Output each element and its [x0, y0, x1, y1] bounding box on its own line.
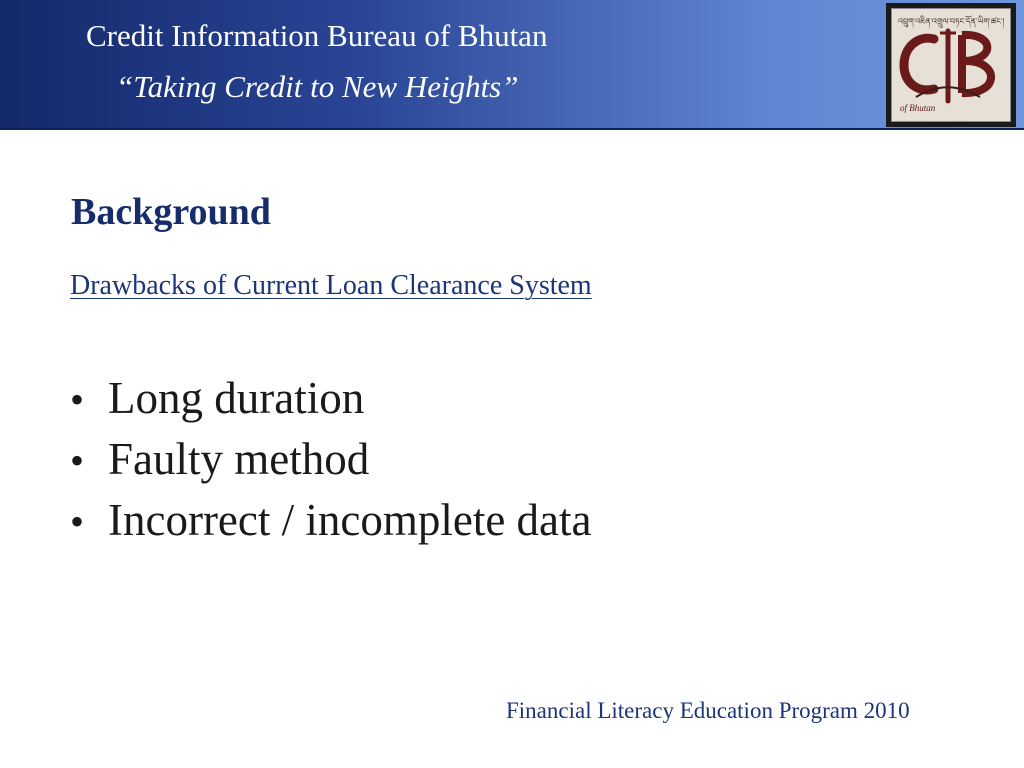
section-title: Background [71, 191, 271, 233]
list-item [70, 372, 592, 433]
subtitle-link[interactable]: Drawbacks of Current Loan Clearance System [70, 270, 592, 301]
cib-logo-mark [896, 23, 1008, 105]
bullet-marker: • [70, 377, 85, 422]
bullet-text: Long duration [108, 373, 365, 423]
list-item [70, 494, 592, 555]
header-tagline: “Taking Credit to New Heights” [116, 69, 519, 104]
header-banner [0, 0, 1024, 130]
logo-script-text: འབྲུག་འཇིན་འགྲུལ་བཏང་དོན་ཡིག་ཚང་། [898, 17, 1004, 26]
footer-text: Financial Literacy Education Program 2010 [506, 698, 910, 723]
cib-logo [886, 3, 1016, 127]
logo-panel [891, 8, 1011, 122]
bullet-text: Faulty method [108, 434, 370, 484]
list-item [70, 433, 592, 494]
bullet-list [70, 372, 592, 555]
bullet-marker: • [70, 499, 85, 544]
logo-subtext: of Bhutan [900, 103, 936, 113]
bullet-text: Incorrect / incomplete data [108, 495, 592, 545]
header-title: Credit Information Bureau of Bhutan [86, 18, 548, 53]
bullet-marker: • [70, 438, 85, 483]
